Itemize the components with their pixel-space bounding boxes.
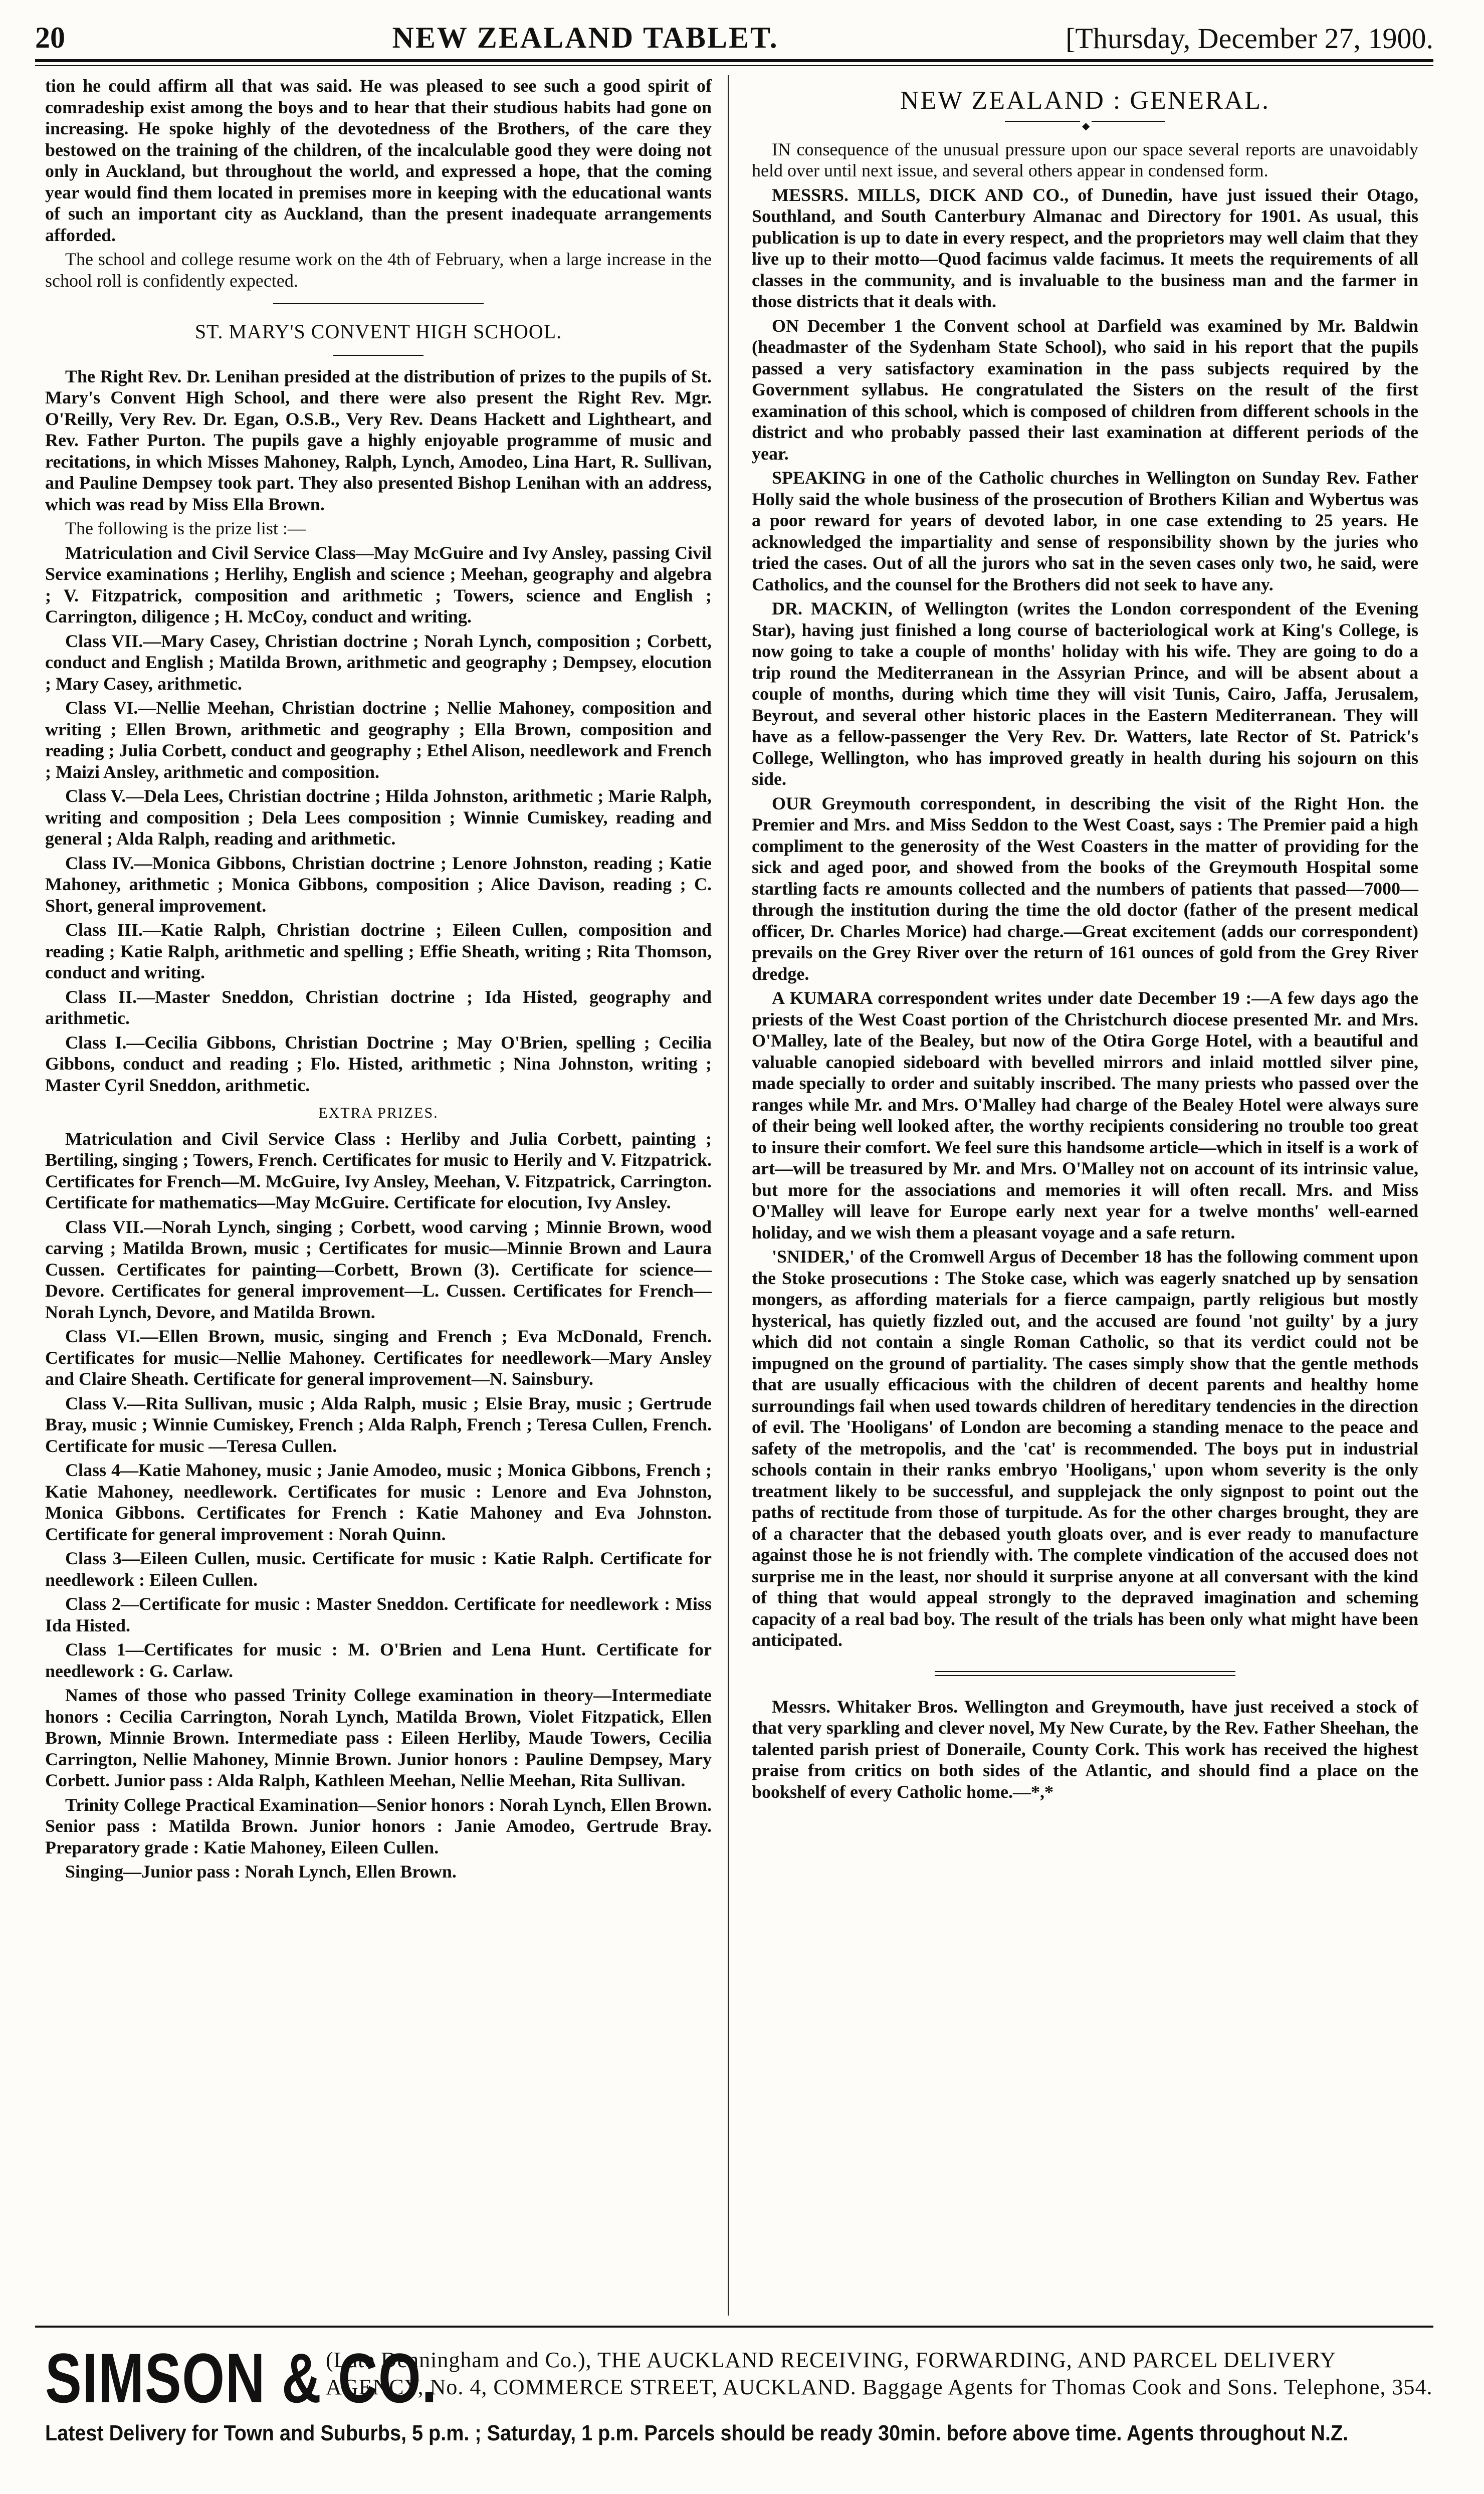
section-divider xyxy=(935,1671,1235,1676)
footer-rule xyxy=(35,2326,1433,2328)
column-divider xyxy=(728,75,729,2316)
left-column xyxy=(45,75,712,1886)
intro-paragraph: The school and college resume work on the 4th of February, when a large increase in the school roll is confidently expected. xyxy=(45,249,712,291)
body-paragraph: The following is the prize list :— xyxy=(65,518,306,538)
extra-paragraph: Class 2—Certificate for music : Master Sneddon. Certificate for needlework : Miss Ida Histed. xyxy=(45,1594,712,1635)
page-number: 20 xyxy=(35,21,65,54)
prize-paragraph: Class V.—Dela Lees, Christian doctrine ; Hilda Johnston, arithmetic ; Marie Ralph, writing and composition ; Dela Lees composition ; Winnie Cumiskey, reading and general ; Alda Ralph, reading and arithmetic. xyxy=(45,786,712,849)
section-heading: NEW ZEALAND : GENERAL. xyxy=(900,86,1270,115)
prize-paragraph: Class II.—Master Sneddon, Christian doctrine ; Ida Histed, geography and arithmetic. xyxy=(45,986,712,1028)
footer-advertisement xyxy=(45,2341,1433,2456)
heading-rule xyxy=(333,355,423,356)
body-paragraph: The Right Rev. Dr. Lenihan presided at the distribution of prizes to the pupils of St. Mary's Convent High School, and there were also present the Right Rev. Mgr. O'Reilly, Very Rev. Dr. Egan, O.S.B., Very Rev. Deans Hackett and Lightheart, and Rev. Father Purton. The pupils gave a highly enjoyable programme of music and recitations, in which Misses Mahoney, Ralph, Lynch, Amodeo, Lina Hart, R. Sullivan, and Pauline Dempsey took part. They also presented Bishop Lenihan with an address, which was read by Miss Ella Brown. xyxy=(45,366,712,514)
news-paragraph: ON December 1 the Convent school at Darfield was examined by Mr. Baldwin (headmaster of the Sydenham State School), who said in his report that the pupils passed a very satisfactory examination in the pass subjects required by the Government syllabus. He congratulated the Sisters on the result of the first examination of this school, which is composed of children from different schools in the district and who probably passed their last examination at different periods of the year. xyxy=(752,315,1418,464)
prize-paragraph: Class VI.—Nellie Meehan, Christian doctrine ; Nellie Mahoney, composition and writing ; Ellen Brown, arithmetic and geography ; Ella Brown, composition and reading ; Julia Corbett, conduct and geography ; Ethel Alison, needlework and French ; Maizi Ansley, arithmetic and composition. xyxy=(45,698,712,782)
prize-paragraph: Class IV.—Monica Gibbons, Christian doctrine ; Lenore Johnston, reading ; Katie Mahoney, arithmetic ; Monica Gibbons, composition ; Alice Davison, reading ; C. Short, general improvement. xyxy=(45,853,712,916)
extra-paragraph: Singing—Junior pass : Norah Lynch, Ellen Brown. xyxy=(65,1861,457,1882)
intro-paragraph: tion he could affirm all that was said. He was pleased to see such a good spirit of comradeship exist among the boys and to hear that their studious habits had gone on increasing. He spoke highly of the devotedness of the Brothers, of the care they bestowed on the training of the children, of the incalculable good they were doing not only in Auckland, but throughout the world, and expressed a hope, that the coming year would find them located in premises more in keeping with the educational wants of such an important city as Auckland, than the present inadequate arrangements afforded. xyxy=(45,76,712,245)
extra-paragraph: Names of those who passed Trinity College examination in theory—Intermediate honors : Cecilia Carrington, Norah Lynch, Matilda Brown, Violet Fitzpatick, Ellen Brown, Minnie Brown. Intermediate pass : Eileen Herliby, Maude Towers, Cecilia Carrington, Nellie Mahoney, Minnie Brown. Junior honors : Pauline Dempsey, Mary Corbett. Junior pass : Alda Ralph, Kathleen Meehan, Nellie Meehan, Rita Sullivan. xyxy=(45,1685,712,1790)
news-paragraph: OUR Greymouth correspondent, in describing the visit of the Right Hon. the Premier and Mrs. and Miss Seddon to the West Coast, says : The Premier paid a high compliment to the generosity of the West Coasters in the matter of providing for the sick and aged poor, and showed from the books of the Greymouth Hospital some startling facts re amounts collected and the numbers of patients that passed—7000—through the institution during the time the old doctor (father of the present medical officer, Dr. Charles Morice) had charge.—Great excitement (adds our correspondent) prevails on the Grey River over the return of 161 ounces of gold from the Grey River dredge. xyxy=(752,793,1418,984)
news-paragraph: DR. MACKIN, of Wellington (writes the London correspondent of the Evening Star), having just finished a long course of bacteriological work at King's College, is now going to take a couple of months' holiday with his wife. They are going to do a trip round the Mediterranean in the Assyrian Prince, and will be absent about a couple of months, during which time they will visit Tunis, Cairo, Jaffa, Jerusalem, Beyrout, and several other historic places in the Eastern Mediterranean. They will have as a fellow-passenger the Very Rev. Dr. Watters, late Rector of St. Patrick's College, Wellington, who has improved greatly in health during his sojourn on this side. xyxy=(752,598,1418,789)
newspaper-title: NEW ZEALAND TABLET. xyxy=(392,21,779,54)
extra-paragraph: Class 4—Katie Mahoney, music ; Janie Amodeo, music ; Monica Gibbons, French ; Katie Mahoney, needlework. Certificates for music : Lenore and Eva Johnston, Monica Gibbons. Certificates for French : Katie Mahoney and Eva Johnston. Certificate for general improvement : Norah Quinn. xyxy=(45,1460,712,1544)
extra-paragraph: Matriculation and Civil Service Class : Herliby and Julia Corbett, painting ; Bertiling, singing ; Towers, French. Certificates for music to Herily and V. Fitzpatrick. Certificates for French—M. McGuire, Ivy Ansley, Meehan, V. Fitzpatrick, Carrington. Certificate for mathematics—May McGuire. Certificate for elocution, Ivy Ansley. xyxy=(45,1128,712,1212)
news-paragraph: SPEAKING in one of the Catholic churches in Wellington on Sunday Rev. Father Holly said the whole business of the prosecution of Brothers Kilian and Wybertus was a poor reward for years of devoted labor, in one case extending to 25 years. He acknowledged the impartiality and sense of responsibility shown by the juries who tried the cases. Out of all the jurors who sat in the seven cases only two, he said, were Catholics, and the counsel for the Brothers did not seek to have any. xyxy=(752,468,1418,594)
news-paragraph: A KUMARA correspondent writes under date December 19 :—A few days ago the priests of the West Coast portion of the Christchurch diocese presented Mr. and Mrs. O'Malley, late of the Bealey, but now of the Otira Gorge Hotel, with a beautiful and valuable canopied sideboard with bevelled mirrors and inlaid mottled silver pine, made specially to order and suitably inscribed. The many priests who passed over the ranges while Mr. and Mrs. O'Malley had charge of the Bealey Hotel were always sure of their being well looked after, the worthy recipients considering no trouble too great to insure their comfort. We feel sure this handsome article—which in itself is a work of art—will be treasured by Mr. and Mrs. O'Malley not on account of its intrinsic value, but more for the associations and memories it will often recall. Mrs. and Miss O'Malley will leave for Europe early next year for a twelve months' well-earned holiday, and we wish them a pleasant voyage and a safe return. xyxy=(752,988,1418,1242)
extra-prizes-heading: EXTRA PRIZES. xyxy=(318,1105,439,1121)
extra-paragraph: Class 3—Eileen Cullen, music. Certificate for music : Katie Ralph. Certificate for needlework : Eileen Cullen. xyxy=(45,1548,712,1590)
prize-paragraph: Class VII.—Mary Casey, Christian doctrine ; Norah Lynch, composition ; Corbett, conduct and English ; Matilda Brown, arithmetic and geography ; Dempsey, elocution ; Mary Casey, arithmetic. xyxy=(45,631,712,694)
masthead-rule xyxy=(35,59,1433,62)
extra-paragraph: Class VI.—Ellen Brown, music, singing and French ; Eva McDonald, French. Certificates for music—Nellie Mahoney. Certificates for needlework—Mary Ansley and Claire Sheath. Certificate for general improvement—N. Sainsbury. xyxy=(45,1326,712,1389)
right-column xyxy=(752,75,1418,1805)
advert-brand: SIMSON & CO. xyxy=(45,2339,438,2417)
masthead xyxy=(35,5,1433,55)
extra-paragraph: Trinity College Practical Examination—Senior honors : Norah Lynch, Ellen Brown. Senior pass : Matilda Brown. Junior honors : Janie Amodeo, Gertrude Bray. Preparatory grade : Katie Mahoney, Eileen Cullen. xyxy=(45,1794,712,1857)
extra-paragraph: Class 1—Certificates for music : M. O'Brien and Lena Hunt. Certificate for needlework : G. Carlaw. xyxy=(45,1639,712,1681)
extra-paragraph: Class V.—Rita Sullivan, music ; Alda Ralph, music ; Elsie Bray, music ; Gertrude Bray, music ; Winnie Cumiskey, French ; Alda Ralph, French ; Teresa Cullen, French. Certificate for music —Teresa Cullen. xyxy=(45,1393,712,1456)
issue-date: [Thursday, December 27, 1900. xyxy=(1066,22,1433,55)
prize-paragraph: Class I.—Cecilia Gibbons, Christian Doctrine ; May O'Brien, spelling ; Cecilia Gibbons, conduct and reading ; Flo. Histed, arithmetic ; Nina Johnston, writing ; Master Cyril Sneddon, arithmetic. xyxy=(45,1032,712,1095)
prize-paragraph: Class III.—Katie Ralph, Christian doctrine ; Eileen Cullen, composition and reading ; Katie Ralph, arithmetic and spelling ; Effie Sheath, writing ; Rita Thomson, conduct and writing. xyxy=(45,920,712,982)
section-divider xyxy=(273,303,484,304)
extra-paragraph: Class VII.—Norah Lynch, singing ; Corbett, wood carving ; Minnie Brown, wood carving ; Matilda Brown, music ; Certificates for music—Minnie Brown and Laura Cussen. Certificates for painting—Corbett, Brown (3). Certificate for science—Devore. Certificates for general improvement—L. Cussen. Certificates for French—Norah Lynch, Devore, and Matilda Brown. xyxy=(45,1216,712,1322)
advert-description: (Late Denningham and Co.), THE AUCKLAND RECEIVING, FORWARDING, AND PARCEL DELIVERY AGENCY, No. 4, COMMERCE STREET, AUCKLAND. Baggage Agents for Thomas Cook and Sons. Telephone, 354. xyxy=(326,2348,1433,2399)
section-heading: ST. MARY'S CONVENT HIGH SCHOOL. xyxy=(194,320,562,343)
news-paragraph: 'SNIDER,' of the Cromwell Argus of December 18 has the following comment upon the Stoke prosecutions : The Stoke case, which was eagerly snatched up by sensation mongers, as affording materials for a fierce campaign, partly religious but mostly hysterical, has quietly fizzled out, and the accused are found 'not guilty' by a jury which did not contain a single Roman Catholic, so that its verdict could not be impugned on the ground of partiality. The cases simply show that the gentle methods that are usually efficacious with the children of decent parents and healthy home surroundings fail when used towards children of hereditary tendencies in the direction of evil. The 'Hooligans' of London are becoming a standing menace to the peace and safety of the metropolis, and the 'cat' is recommended. The boys put in industrial schools contain in their ranks embryo 'Hooligans,' upon whom severity is the only treatment likely to be successful, and supplejack the only signpost to point out the paths of rectitude from those of turpitude. As for the other charges brought, they are of a character that the debased youth gloats over, and is ever ready to manufacture against those he is not friendly with. The complete vindication of the accused does not surprise me in the least, nor should it surprise anyone at all conversant with the kind of thing that would appeal strongly to the depraved imagination and scheming capacity of a real bad boy. The result of the trials has been only what might have been anticipated. xyxy=(752,1246,1418,1650)
ornament-rule: ◆ xyxy=(1005,121,1165,122)
advert-delivery-times: Latest Delivery for Town and Suburbs, 5 p.m. ; Saturday, 1 p.m. Parcels should be ready 30min. before above time. Agents throughout N.Z. xyxy=(45,2421,1349,2445)
news-paragraph: IN consequence of the unusual pressure upon our space several reports are unavoidably held over until next issue, and several others appear in condensed form. xyxy=(752,139,1418,180)
prize-paragraph: Matriculation and Civil Service Class—May McGuire and Ivy Ansley, passing Civil Service examinations ; Herlihy, English and science ; Meehan, geography and algebra ; V. Fitzpatrick, composition and arithmetic ; Towers, science and English ; Carrington, diligence ; H. McCoy, conduct and writing. xyxy=(45,542,712,627)
masthead-rule-thin xyxy=(35,65,1433,66)
bookshop-notice: Messrs. Whitaker Bros. Wellington and Greymouth, have just received a stock of that very sparkling and clever novel, My New Curate, by the Rev. Father Sheehan, the talented parish priest of Doneraile, County Cork. This work has received the highest praise from critics on both sides of the Atlantic, and should find a place on the bookshelf of every Catholic home.—*,* xyxy=(752,1696,1418,1802)
news-paragraph: MESSRS. MILLS, DICK AND CO., of Dunedin, have just issued their Otago, Southland, and South Canterbury Almanac and Directory for 1901. As usual, this publication is up to date in every respect, and the proprietors may well claim that they live up to their motto—Quod facimus valde facimus. It meets the requirements of all classes in the community, and is invaluable to the business man and the farmer in those districts that it deals with. xyxy=(752,184,1418,311)
